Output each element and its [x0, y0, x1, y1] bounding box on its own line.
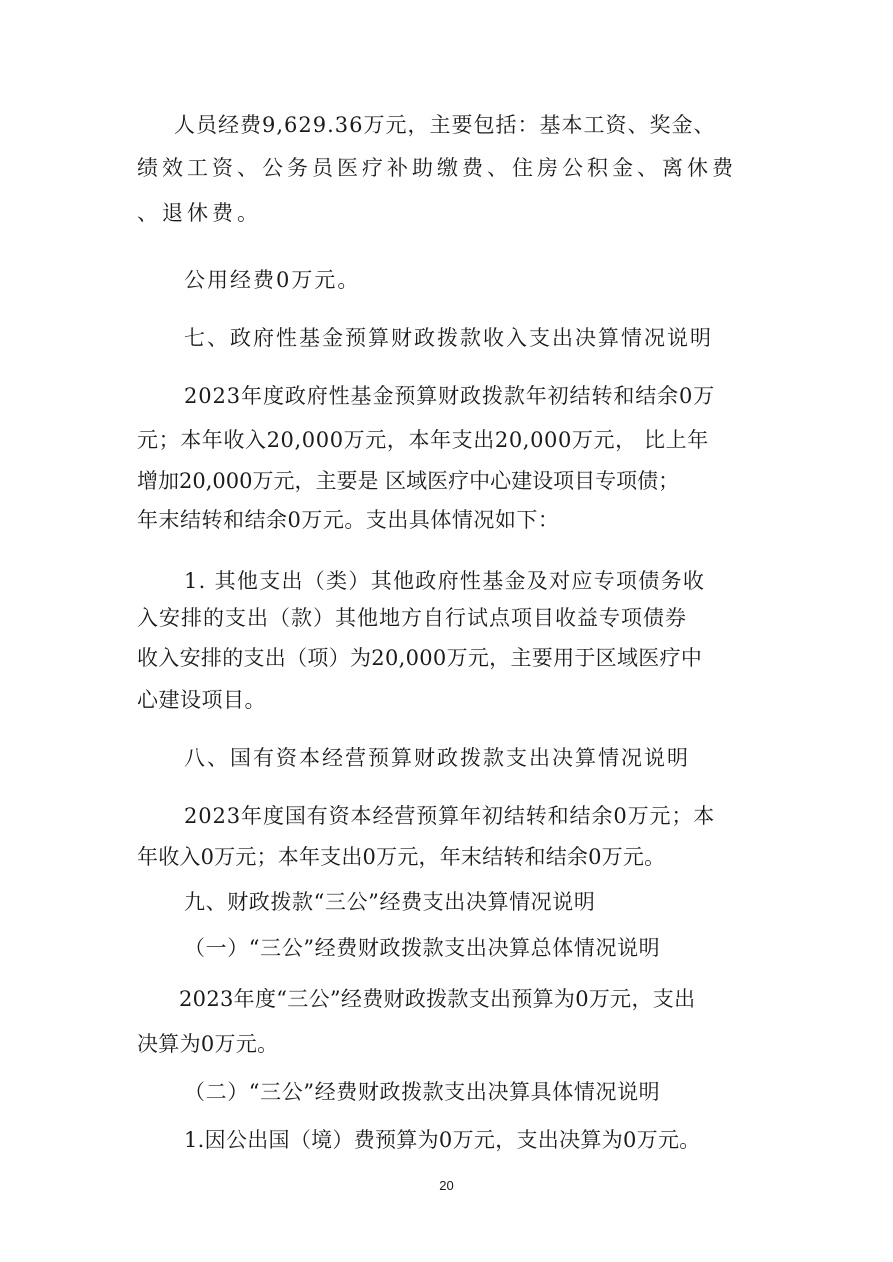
section-heading: 七、政府性基金预算财政拨款收入支出决算情况说明 [184, 326, 713, 350]
text-line: 1. 其他支出（类）其他政府性基金及对应专项债务收 [184, 569, 706, 593]
text-line: 绩效工资、公务员医疗补助缴费、住房公积金、离休费 [137, 156, 737, 180]
page-number: 20 [439, 1178, 454, 1193]
text-line: 年收入0万元；本年支出0万元，年末结转和结余0万元。 [137, 845, 666, 869]
text-line: 2023年度国有资本经营预算年初结转和结余0万元；本 [184, 804, 716, 828]
text-line: 、退休费。 [137, 201, 262, 225]
text-line: 年末结转和结余0万元。支出具体情况如下： [137, 508, 560, 532]
text-line: 人员经费9,629.36万元，主要包括：基本工资、奖金、 [174, 113, 716, 137]
text-line: 2023年度政府性基金预算财政拨款年初结转和结余0万 [184, 384, 716, 408]
text-line: 心建设项目。 [137, 688, 266, 712]
text-line: 增加20,000万元，主要是 区域医疗中心建设项目专项债； [137, 469, 680, 493]
text-line: 公用经费0万元。 [184, 268, 361, 292]
text-line: 2023年度“三公”经费财政拨款支出预算为0万元，支出 [179, 987, 696, 1011]
text-line: 决算为0万元。 [137, 1032, 279, 1056]
section-heading: 九、财政拨款“三公”经费支出决算情况说明 [184, 890, 596, 914]
subsection-heading: （一）“三公”经费财政拨款支出决算总体情况说明 [184, 936, 661, 960]
text-line: 收入安排的支出（项）为20,000万元，主要用于区域医疗中 [137, 646, 703, 670]
text-line: 1.因公出国（境）费预算为0万元，支出决算为0万元。 [184, 1128, 701, 1152]
text-line: 入安排的支出（款）其他地方自行试点项目收益专项债券 [137, 606, 687, 630]
subsection-heading: （二）“三公”经费财政拨款支出决算具体情况说明 [184, 1080, 661, 1104]
text-line: 元；本年收入20,000万元，本年支出20,000万元， 比上年 [137, 428, 709, 452]
section-heading: 八、国有资本经营预算财政拨款支出决算情况说明 [184, 746, 690, 770]
